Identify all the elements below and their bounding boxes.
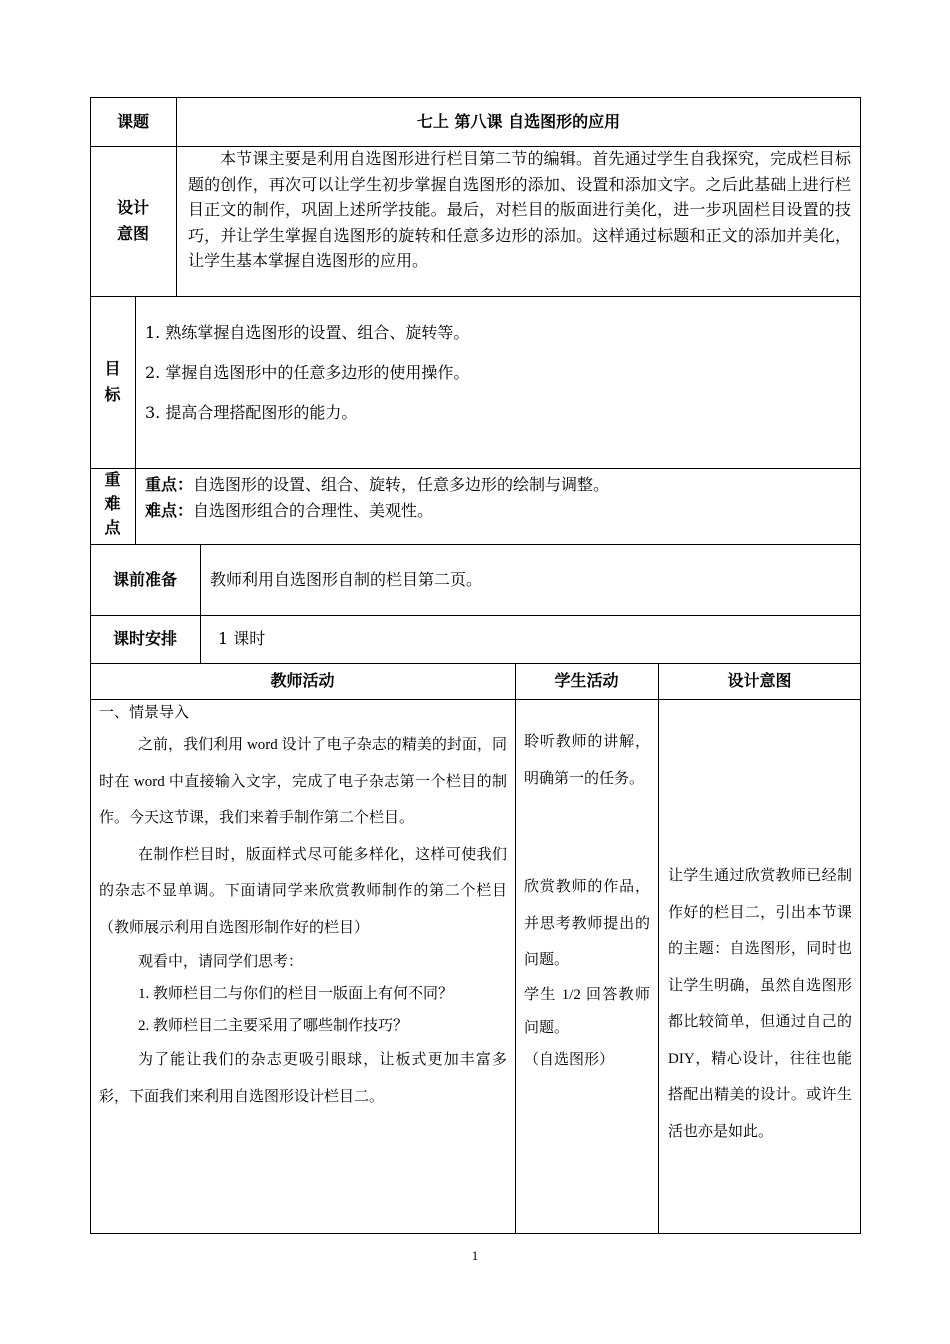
teacher-paragraph: 观看中，请同学们思考： — [138, 954, 304, 970]
difficult-point-label: 难点： — [145, 501, 194, 520]
design-intent-text: 本节课主要是利用自选图形进行栏目第二节的编辑。首先通过学生自我探究，完成栏目标题的创作，再次可以让学生初步掌握自选图形的添加、设置和添加文字。之后此基础上进行栏目正文的制作，巩固上述所学技能。最后，对栏目的版面进行美化，进一步巩固栏目设置的技巧，并让学生掌握自选图形的旋转和任意多边形的添加。这样通过标题和正文的添加并美化，让学生基本掌握自选图形的应用。 — [188, 149, 851, 270]
prep-label: 课前准备 — [112, 570, 177, 589]
teacher-paragraph: 为了能让我们的杂志更吸引眼球，让板式更加丰富多彩，下面我们来利用自选图形设计栏目二。 — [99, 1052, 507, 1105]
goal-item: 3. 提高合理搭配图形的能力。 — [145, 403, 358, 422]
teacher-question: 2. 教师栏目二主要采用了哪些制作技巧？ — [138, 1018, 409, 1034]
design-intent-label: 设计 意图 — [116, 198, 149, 243]
section-title: 一、情景导入 — [99, 705, 190, 721]
time-text: 1 课时 — [218, 629, 266, 648]
student-activity-text: 学生 1/2 回答教师问题。 — [524, 986, 650, 1036]
header-teacher-activity: 教师活动 — [270, 671, 335, 690]
teacher-paragraph: 之前，我们利用 word 设计了电子杂志的精美的封面，同时在 word 中直接输入文字，完成了电子杂志第一个栏目的制作。今天这节课，我们来着手制作第二个栏目。 — [99, 737, 507, 826]
student-activity-text: （自选图形） — [524, 1051, 615, 1068]
header-student-activity: 学生活动 — [554, 671, 619, 690]
time-label: 课时安排 — [112, 629, 177, 648]
prep-text: 教师利用自选图形自制的栏目第二页。 — [210, 570, 483, 589]
col-divider — [658, 663, 659, 1234]
student-activity-text: 欣赏教师的作品，并思考教师提出的问题。 — [524, 879, 650, 968]
row-divider — [90, 544, 861, 545]
row-divider — [90, 615, 861, 616]
student-activity-cell — [524, 724, 650, 1075]
row-divider — [90, 663, 861, 664]
col-divider — [135, 296, 136, 544]
goals-label: 目 标 — [104, 359, 121, 404]
header-design-intent: 设计意图 — [727, 671, 792, 690]
topic-label: 课题 — [116, 112, 149, 131]
key-point-label: 重点： — [145, 475, 194, 494]
teacher-question: 1. 教师栏目二与你们的栏目一版面上有何不同？ — [138, 986, 454, 1002]
key-point-text: 自选图形的设置、组合、旋转，任意多边形的绘制与调整。 — [193, 475, 610, 494]
difficult-point-text: 自选图形组合的合理性、美观性。 — [193, 501, 434, 520]
difficult-point-line — [145, 497, 855, 525]
student-activity-text: 聆听教师的讲解，明确第一的任务。 — [524, 734, 650, 787]
goal-item: 1. 熟练掌握自选图形的设置、组合、旋转等。 — [145, 323, 470, 342]
row-divider — [90, 468, 861, 469]
teacher-paragraph: 在制作栏目时，版面样式尽可能多样化，这样可使我们的杂志不显单调。下面请同学来欣赏教师制作的第二个栏目（教师展示利用自选图形制作好的栏目） — [99, 846, 507, 936]
page-number: 1 — [471, 1248, 479, 1263]
key-point-line — [145, 471, 855, 499]
design-intent-cell: 让学生通过欣赏教师已经制作好的栏目二，引出本节课的主题：自选图形，同时也让学生明确，虽然自选图形都比较简单，但通过自己的 DIY，精心设计，往往也能搭配出精美的设计。或许生活也亦是如此。 — [668, 868, 852, 1140]
row-divider — [90, 296, 861, 297]
col-divider — [515, 663, 516, 1234]
col-divider — [200, 544, 201, 663]
topic-value: 七上 第八课 自选图形的应用 — [416, 112, 621, 131]
teacher-activity-cell — [99, 699, 507, 1115]
goal-item: 2. 掌握自选图形中的任意多边形的使用操作。 — [145, 363, 470, 382]
key-points-label: 重 难 点 — [104, 470, 121, 537]
